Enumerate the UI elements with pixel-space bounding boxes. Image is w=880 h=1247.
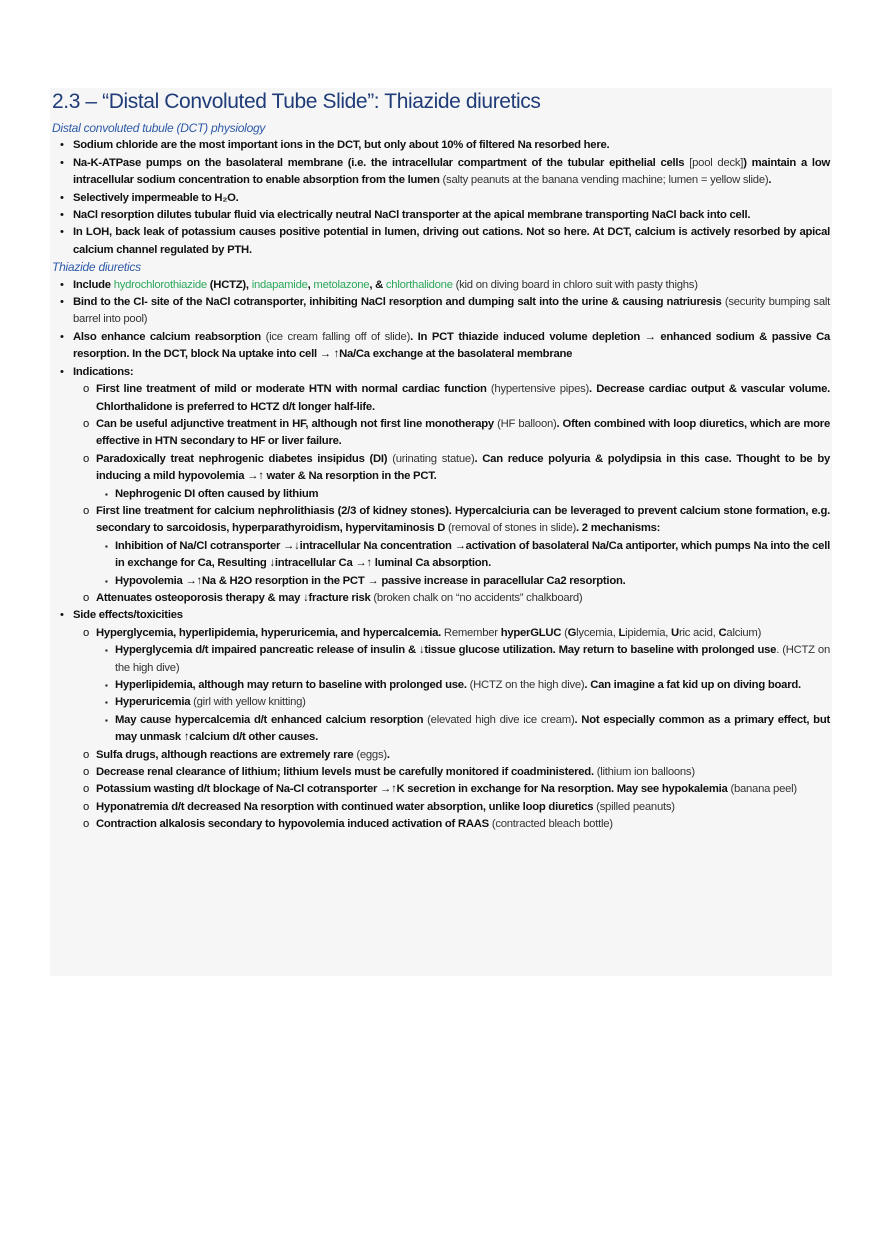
text-run: Hyperglycemia d/t impaired pancreatic release of insulin & ↓tissue glucose utilization. May return to baseline with prolonged use (115, 644, 777, 657)
text-run: C (718, 626, 727, 639)
list-item (52, 190, 830, 207)
text-run: Attenuates osteoporosis therapy & may ↓fracture risk (96, 591, 374, 604)
list-item (52, 381, 830, 416)
text-run: (spilled peanuts) (596, 800, 675, 813)
text-run: Include (73, 278, 114, 291)
list-item (52, 329, 830, 364)
text-run: Can be useful adjunctive treatment in HF, although not first line monotherapy (96, 417, 498, 430)
bullet-icon: • (60, 209, 64, 222)
list-item (52, 416, 830, 451)
page-title: 2.3 – “Distal Convoluted Tube Slide”: Thiazide diuretics (52, 90, 541, 113)
text-run: (lithium ion balloons) (596, 766, 695, 779)
text-run: Sulfa drugs, although reactions are extremely rare (96, 748, 357, 761)
bullet-icon: o (83, 504, 90, 517)
text-run: (HCTZ), (206, 278, 252, 291)
list-item (52, 155, 830, 190)
list-item (52, 294, 830, 329)
list-item (52, 799, 830, 816)
text-run: . Decrease cardiac output & vascular volume. Chlorthalidone is preferred to HCTZ d/t longer half-life. (96, 383, 830, 413)
text-run: [pool deck] (689, 156, 744, 169)
text-run: (contracted bleach bottle) (491, 818, 613, 831)
bullet-icon: ▪ (105, 681, 108, 690)
drug-name: chlorthalidone (385, 278, 453, 291)
document-body (52, 120, 830, 834)
text-run: (banana peel) (730, 783, 797, 796)
text-run: Hypovolemia →↑Na & H2O resorption in the PCT → passive increase in paracellular Ca2 resorption. (115, 574, 626, 587)
bullet-icon: o (83, 417, 90, 430)
list-item (52, 764, 830, 781)
text-run: (kid on diving board in chloro suit with pasty thighs) (452, 278, 698, 291)
text-run: Decrease renal clearance of lithium; lithium levels must be carefully monitored if coadministered. (96, 766, 597, 779)
text-run: (salty peanuts at the banana vending machine; lumen = yellow slide) (442, 174, 769, 187)
text-run: (urinating statue) (392, 452, 475, 465)
text-run: First line treatment for calcium nephrolithiasis (2/3 of kidney stones). Hypercalciuria can be leveraged to prevent calcium stone formation, e.g. secondary to sarcoidosis, hyperparathyroidism, hypervitaminosis D (96, 504, 830, 535)
list-item (52, 573, 830, 590)
list-item (52, 364, 830, 381)
text-run: Remember (443, 626, 501, 639)
text-run: Selectively impermeable to H₂O. (73, 191, 239, 204)
list-item (52, 816, 830, 833)
text-run: Hyperglycemia, hyperlipidemia, hyperuricemia, and hypercalcemia. (96, 626, 444, 639)
text-run: May cause hypercalcemia d/t enhanced calcium resorption (115, 713, 428, 726)
text-run: Contraction alkalosis secondary to hypovolemia induced activation of RAAS (96, 818, 492, 831)
text-run: (ice cream falling off of slide) (265, 330, 411, 343)
bullet-icon: • (60, 330, 64, 343)
bullet-icon: • (60, 156, 64, 169)
text-run: Hyponatremia d/t decreased Na resorption with continued water absorption, unlike loop diuretics (96, 800, 597, 813)
text-run: . 2 mechanisms: (576, 522, 661, 535)
bullet-icon: o (83, 818, 90, 831)
bullet-icon: ▪ (105, 715, 108, 725)
text-run: (security bumping salt barrel into pool) (73, 296, 831, 326)
text-run: . (HCTZ on the high dive) (115, 644, 830, 674)
text-run: Inhibition of Na/Cl cotransporter →↓intracellular Na concentration →activation of basolateral Na/Ca antiporter, which pumps Na into the cell in exchange for Ca, Resulting ↓intracellular Ca →↑ luminal Ca absorption. (115, 539, 830, 570)
text-run: Na-K-ATPase pumps on the basolateral membrane (i.e. the intracellular compartment of the tubular epithelial cells (73, 156, 690, 169)
text-run: In LOH, back leak of potassium causes positive potential in lumen, driving out cations. Not so here. At DCT, calcium is actively resorbed by apical calcium channel regulated by PTH. (73, 226, 830, 256)
bullet-icon: • (60, 609, 64, 622)
list-item (52, 451, 830, 486)
text-run: . Often combined with loop diuretics, which are more effective in HTN secondary to HF or liver failure. (96, 417, 830, 448)
list-item (52, 694, 830, 711)
section-heading: Thiazide diuretics (52, 260, 141, 275)
bullet-icon: o (83, 766, 90, 779)
bullet-icon: ▪ (105, 541, 108, 551)
list-item (52, 642, 830, 677)
text-run: (elevated high dive ice cream) (427, 713, 575, 726)
text-run: L (618, 626, 626, 639)
text-run: Sodium chloride are the most important ions in the DCT, but only about 10% of filtered Na resorbed here. (73, 139, 610, 152)
bullet-icon: • (60, 278, 64, 291)
bullet-icon: • (60, 139, 64, 152)
text-run: . (768, 174, 772, 187)
text-run: alcium) (726, 626, 762, 639)
text-run: (girl with yellow knitting) (193, 696, 306, 709)
text-run: Paradoxically treat nephrogenic diabetes insipidus (DI) (96, 452, 393, 465)
bullet-icon: • (60, 296, 64, 309)
text-run: (HF balloon) (497, 417, 557, 430)
bullet-icon: • (60, 226, 64, 239)
bullet-icon: • (60, 365, 64, 378)
section-heading: Distal convoluted tubule (DCT) physiology (52, 121, 266, 135)
text-run: , (307, 278, 314, 291)
list-item (52, 503, 830, 538)
text-run: (hypertensive pipes) (490, 383, 590, 396)
bullet-icon: o (83, 748, 90, 761)
text-run: ( (561, 626, 568, 639)
list-item (52, 607, 830, 624)
bullet-icon: ▪ (105, 489, 108, 499)
text-run: . (386, 748, 390, 761)
text-run: Hyperuricemia (115, 696, 194, 709)
bullet-icon: ▪ (105, 646, 108, 656)
drug-name: hydrochlorothiazide (113, 278, 207, 291)
text-run: . Can imagine a fat kid up on diving board. (584, 679, 801, 691)
text-run: NaCl resorption dilutes tubular fluid via electrically neutral NaCl transporter at the apical membrane transporting NaCl back into cell. (73, 209, 751, 222)
text-run: Indications: (73, 365, 134, 378)
text-run: ipidemia, (625, 626, 672, 639)
bullet-icon: o (83, 591, 90, 604)
list-item (52, 781, 830, 798)
drug-name: indapamide (251, 278, 308, 291)
text-run: hyperGLUC (500, 626, 562, 639)
bullet-icon: o (83, 783, 90, 796)
drug-name: metolazone (313, 278, 370, 291)
text-run: . Not especially common as a primary effect, but may unmask ↑calcium d/t other causes. (115, 713, 830, 744)
list-item (52, 590, 830, 607)
text-run: Side effects/toxicities (73, 609, 183, 622)
list-item (52, 207, 830, 224)
list-item (52, 277, 830, 294)
text-run: U (671, 626, 679, 639)
text-run: First line treatment of mild or moderate HTN with normal cardiac function (96, 383, 491, 396)
bullet-icon: o (83, 452, 90, 465)
text-run: Bind to the Cl- site of the NaCl cotransporter, inhibiting NaCl resorption and dumping salt into the urine & causing natriuresis (73, 296, 725, 309)
text-run: Potassium wasting d/t blockage of Na-Cl cotransporter →↑K secretion in exchange for Na resorption. May see hypokalemia (96, 783, 731, 796)
text-run: ) maintain a low intracellular sodium concentration to enable absorption from the lumen (73, 156, 831, 187)
text-run: . In PCT thiazide induced volume depletion → enhanced sodium & passive Ca resorption. In the DCT, block Na uptake into cell → ↑Na/Ca exchange at the basolateral membrane (73, 330, 831, 361)
bullet-icon: o (83, 383, 90, 396)
text-run: Also enhance calcium reabsorption (73, 330, 266, 343)
text-run: G (567, 626, 577, 639)
text-run: . Can reduce polyuria & polydipsia in this case. Thought to be by inducing a mild hypovolemia →↑ water & Na resorption in the PCT. (96, 452, 830, 483)
text-run: Nephrogenic DI often caused by lithium (115, 487, 319, 500)
list-item (52, 538, 830, 573)
text-run: (broken chalk on “no accidents” chalkboard) (373, 591, 583, 604)
list-item (52, 625, 830, 642)
bullet-icon: o (83, 800, 90, 813)
list-item (52, 712, 830, 747)
bullet-icon: ▪ (105, 576, 108, 586)
bullet-icon: ▪ (105, 698, 108, 708)
text-run: lycemia, (576, 626, 619, 639)
list-item (52, 747, 830, 764)
text-run: (removal of stones in slide) (448, 522, 577, 535)
bullet-icon: • (60, 191, 64, 204)
list-item (52, 677, 830, 694)
text-run: , & (369, 278, 386, 291)
text-run: ric acid, (678, 626, 719, 639)
text-run: (HCTZ on the high dive) (469, 679, 585, 691)
list-item (52, 486, 830, 503)
text-run: Hyperlipidemia, although may return to baseline with prolonged use. (115, 679, 470, 691)
text-run: (eggs) (356, 748, 387, 761)
bullet-icon: o (83, 626, 90, 639)
list-item (52, 137, 830, 154)
list-item (52, 224, 830, 259)
